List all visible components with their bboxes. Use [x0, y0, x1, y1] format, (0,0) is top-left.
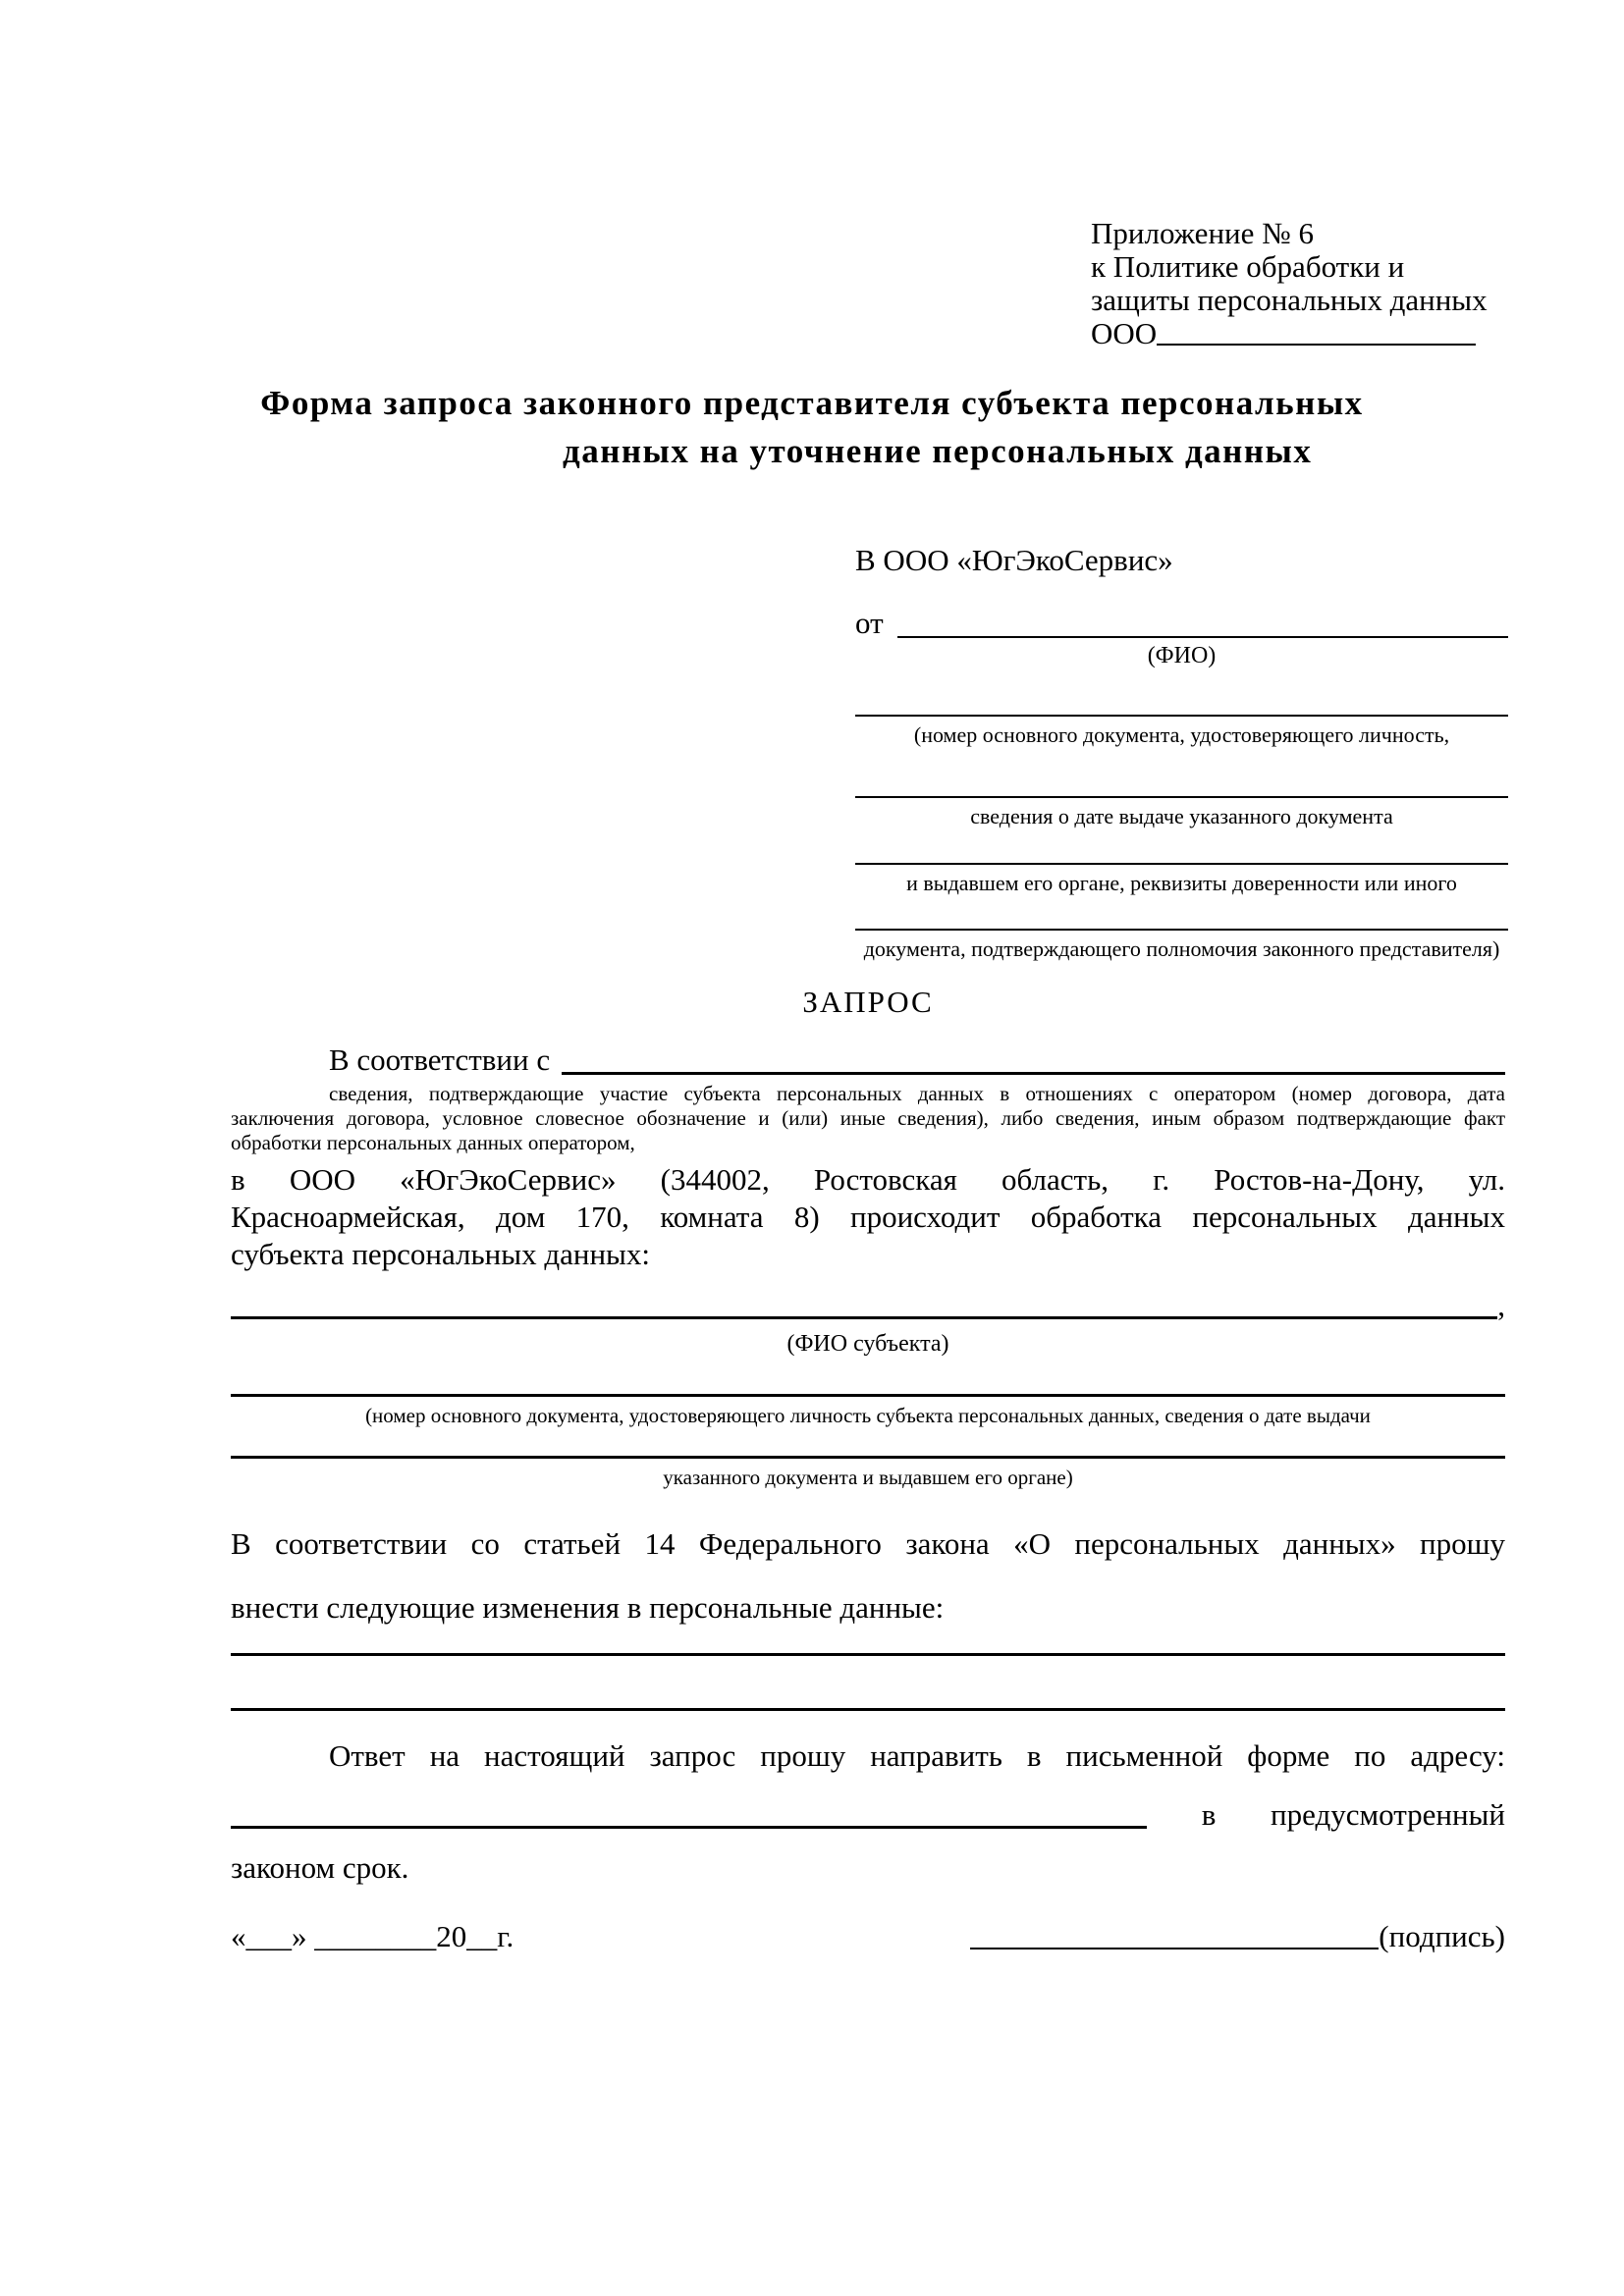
document-title-line1: Форма запроса законного представителя субъекта персональных [260, 384, 1364, 422]
operator-paragraph-line-2: Красноармейская, дом 170, комната 8) происходит обработка персональных данных [231, 1200, 1505, 1234]
appendix-line-3: защиты персональных данных [1091, 283, 1488, 317]
law-paragraph [231, 1512, 1505, 1639]
subject-fio-caption: (ФИО субъекта) [786, 1331, 949, 1357]
subject-doc-blank-line-1 [231, 1394, 1505, 1397]
operator-paragraph-line-3: субъекта персональных данных: [231, 1237, 650, 1271]
appendix-line-1: Приложение № 6 [1091, 216, 1314, 250]
reply-word-term: предусмотренный [1271, 1797, 1505, 1832]
reply-paragraph-line-3: законом срок. [231, 1850, 409, 1885]
appendix-line-2: к Политике обработки и [1091, 249, 1405, 284]
appendix-company-prefix: ООО [1091, 316, 1158, 350]
intro-caption [231, 1082, 1505, 1155]
representative-doc-blank-line-2 [855, 796, 1508, 798]
operator-paragraph [231, 1161, 1505, 1273]
representative-doc-caption-2: сведения о дате выдаче указанного документа [970, 804, 1393, 828]
subject-fio-blank-line [231, 1316, 1497, 1319]
subject-doc-blank-line-2 [231, 1456, 1505, 1459]
signature-group [970, 1919, 1505, 1954]
subject-doc-caption-1: (номер основного документа, удостоверяющего личность субъекта персональных данных, сведения о дате выдачи [365, 1404, 1371, 1427]
appendix-company-row [1091, 317, 1476, 350]
representative-doc-blank-line-3 [855, 863, 1508, 865]
signature-row [231, 1919, 1505, 1954]
request-heading: ЗАПРОС [802, 985, 934, 1019]
subject-doc-caption-2: указанного документа и выдавшем его органе) [663, 1466, 1073, 1489]
date-blank-text: «___» ________20__г. [231, 1919, 514, 1953]
subject-fio-comma: , [1497, 1288, 1505, 1322]
intro-caption-line-2: заключения договора, условное словесное обозначение и (или) иные сведения), либо сведения, иным образом подтверждающие факт [231, 1106, 1505, 1130]
signature-blank-line [970, 1948, 1379, 1949]
fio-caption: (ФИО) [1147, 643, 1217, 668]
intro-prefix: В соответствии с [329, 1042, 551, 1077]
representative-fio-blank-line [897, 636, 1508, 638]
representative-doc-caption-1: (номер основного документа, удостоверяющего личность, [913, 722, 1450, 747]
intro-caption-line-1: сведения, подтверждающие участие субъекта персональных данных в отношениях с оператором (номер договора, дата [329, 1082, 1505, 1105]
addressee-to: В ООО «ЮгЭкоСервис» [855, 543, 1173, 577]
company-name-blank-line [1157, 344, 1476, 346]
appendix-header [1091, 217, 1523, 350]
document-title-line2: данных на уточнение персональных данных [563, 432, 1313, 470]
operator-paragraph-line-1: в ООО «ЮгЭкоСервис» (344002, Ростовская область, г. Ростов-на-Дону, ул. [231, 1162, 1505, 1197]
reply-address-row [231, 1797, 1505, 1833]
reply-address-blank-line [231, 1826, 1147, 1829]
intro-row [231, 1042, 1505, 1078]
signature-caption: (подпись) [1379, 1919, 1505, 1953]
representative-doc-blank-line-4 [855, 929, 1508, 931]
request-body [231, 1042, 1505, 1886]
changes-blank-line-2 [231, 1708, 1505, 1711]
reply-word-v: в [1201, 1797, 1217, 1832]
addressee-block [855, 543, 1508, 962]
law-paragraph-line-2: внести следующие изменения в персональные данные: [231, 1590, 945, 1625]
intro-basis-blank-line [562, 1072, 1505, 1075]
law-paragraph-line-1: В соответствии со статьей 14 Федерального закона «О персональных данных» прошу [231, 1526, 1505, 1561]
representative-doc-blank-line-1 [855, 715, 1508, 717]
subject-fio-row [231, 1288, 1505, 1323]
representative-doc-caption-3: и выдавшем его органе, реквизиты доверенности или иного [906, 871, 1457, 895]
addressee-from-row [855, 606, 1508, 641]
changes-blank-line-1 [231, 1653, 1505, 1656]
representative-doc-caption-4: документа, подтверждающего полномочия законного представителя) [863, 936, 1500, 961]
addressee-from-label: от [855, 606, 884, 640]
intro-caption-line-3: обработки персональных данных оператором, [231, 1131, 635, 1154]
reply-paragraph-line-1: Ответ на настоящий запрос прошу направить в письменной форме по адресу: [329, 1738, 1505, 1773]
